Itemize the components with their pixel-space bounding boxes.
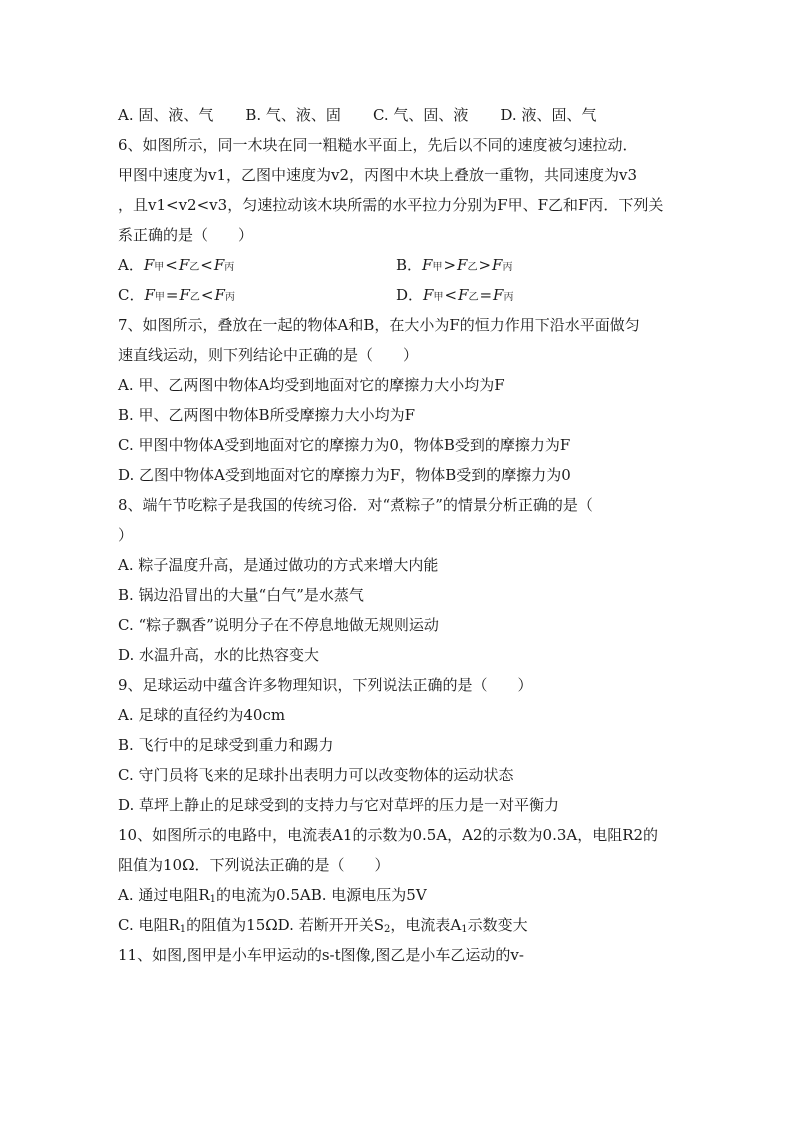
q10-option-a-text: A. 通过电阻R bbox=[118, 886, 210, 904]
exam-page bbox=[118, 100, 678, 970]
force-symbol: F bbox=[458, 286, 469, 304]
subscript: 1 bbox=[209, 894, 217, 905]
force-symbol: F bbox=[144, 286, 155, 304]
q5-options bbox=[118, 100, 678, 130]
q7-option-b: B. 甲、乙两图中物体B所受摩擦力大小均为F bbox=[118, 406, 415, 424]
q5-option-a: A. 固、液、气 bbox=[118, 106, 214, 124]
option-label: B． bbox=[396, 256, 423, 274]
force-symbol: F bbox=[214, 286, 225, 304]
q6-stem-line-4: 系正确的是（ ） bbox=[118, 226, 254, 244]
q6-option-b: B． F 甲 > F 乙 > F 丙 bbox=[396, 250, 674, 280]
comparison: > bbox=[443, 256, 457, 274]
q8-option-a: A. 粽子温度升高，是通过做功的方式来增大内能 bbox=[118, 556, 439, 574]
q9-stem: 9、足球运动中蕴含许多物理知识，下列说法正确的是（ ） bbox=[118, 676, 533, 694]
q10-option-d-text: ，电流表A bbox=[390, 916, 462, 934]
option-label: C． bbox=[118, 286, 145, 304]
subscript: 1 bbox=[461, 924, 468, 935]
subscript: 2 bbox=[383, 924, 391, 935]
q6-option-a: A． F 甲 < F 乙 < F 丙 bbox=[118, 250, 396, 280]
comparison: < bbox=[200, 286, 214, 304]
q11-stem-line-1: 11、如图,图甲是小车甲运动的s-t图像,图乙是小车乙运动的v- bbox=[118, 946, 524, 964]
q8-option-d: D. 水温升高，水的比热容变大 bbox=[118, 646, 320, 664]
force-symbol: F bbox=[457, 256, 468, 274]
q6-option-c: C． F 甲 = F 乙 < F 丙 bbox=[118, 280, 396, 310]
q10-option-d-end: 示数变大 bbox=[467, 916, 528, 934]
q8-option-b: B. 锅边沿冒出的大量“白气”是水蒸气 bbox=[118, 586, 364, 604]
q10-option-a-b-text: 的电流为0.5AB. 电源电压为5V bbox=[216, 886, 427, 904]
comparison: = bbox=[165, 286, 179, 304]
comparison: > bbox=[478, 256, 492, 274]
q7-option-d: D. 乙图中物体A受到地面对它的摩擦力为F，物体B受到的摩擦力为0 bbox=[118, 466, 571, 484]
q8-option-c: C. “粽子飘香”说明分子在不停息地做无规则运动 bbox=[118, 616, 439, 634]
q6-stem-line-1: 6、如图所示，同一木块在同一粗糙水平面上，先后以不同的速度被匀速拉动． bbox=[118, 136, 638, 154]
force-symbol: F bbox=[493, 286, 504, 304]
option-label: D． bbox=[396, 286, 424, 304]
q7-stem-line-2: 速直线运动，则下列结论中正确的是（ ） bbox=[118, 346, 419, 364]
q7-option-c: C. 甲图中物体A受到地面对它的摩擦力为0，物体B受到的摩擦力为F bbox=[118, 436, 571, 454]
q6-options-row-2 bbox=[118, 280, 678, 310]
q9-option-b: B. 飞行中的足球受到重力和踢力 bbox=[118, 736, 334, 754]
q10-stem-line-2: 阻值为10Ω．下列说法正确的是（ ） bbox=[118, 856, 390, 874]
force-symbol: F bbox=[179, 286, 190, 304]
force-symbol: F bbox=[178, 256, 190, 274]
q10-stem-line-1: 10、如图所示的电路中，电流表A1的示数为0.5A，A2的示数为0.3A，电阻R2的 bbox=[118, 826, 659, 844]
force-symbol: F bbox=[423, 286, 434, 304]
q10-option-c-text: C. 电阻R bbox=[118, 916, 180, 934]
comparison: < bbox=[165, 256, 178, 274]
q9-option-c: C. 守门员将飞来的足球扑出表明力可以改变物体的运动状态 bbox=[118, 766, 514, 784]
q9-option-a: A. 足球的直径约为40cm bbox=[118, 706, 286, 724]
comparison: = bbox=[479, 286, 493, 304]
q6-stem-line-3: ，且v1<v2<v3，匀速拉动该木块所需的水平拉力分别为F甲、F乙和F丙．下列关 bbox=[118, 196, 664, 214]
force-symbol: F bbox=[492, 256, 503, 274]
force-symbol: F bbox=[143, 256, 155, 274]
q5-option-d: D. 液、固、气 bbox=[500, 106, 597, 124]
q5-option-c: C. 气、固、液 bbox=[372, 106, 469, 124]
q8-stem-line-2: ） bbox=[118, 526, 134, 544]
q10-options-ab bbox=[118, 880, 678, 910]
q5-option-b: B. 气、液、固 bbox=[245, 106, 341, 124]
q6-options-row-1 bbox=[118, 250, 678, 280]
q10-option-c-d-text: 的阻值为15ΩD. 若断开开关S bbox=[186, 916, 384, 934]
q7-option-a: A. 甲、乙两图中物体A均受到地面对它的摩擦力大小均为F bbox=[118, 376, 505, 394]
q9-option-d: D. 草坪上静止的足球受到的支持力与它对草坪的压力是一对平衡力 bbox=[118, 796, 560, 814]
q8-stem-line-1: 8、端午节吃粽子是我国的传统习俗．对“煮粽子”的情景分析正确的是（ bbox=[118, 496, 593, 514]
q10-options-cd bbox=[118, 910, 678, 940]
q6-option-d: D． F 甲 < F 乙 = F 丙 bbox=[396, 280, 674, 310]
force-symbol: F bbox=[213, 256, 225, 274]
comparison: < bbox=[200, 256, 213, 274]
q7-stem-line-1: 7、如图所示，叠放在一起的物体A和B，在大小为F的恒力作用下沿水平面做匀 bbox=[118, 316, 640, 334]
comparison: < bbox=[444, 286, 458, 304]
subscript: 1 bbox=[179, 924, 187, 935]
option-label: A． bbox=[118, 256, 144, 274]
force-symbol: F bbox=[422, 256, 433, 274]
q6-stem-line-2: 甲图中速度为v1，乙图中速度为v2，丙图中木块上叠放一重物，共同速度为v3 bbox=[118, 166, 638, 184]
